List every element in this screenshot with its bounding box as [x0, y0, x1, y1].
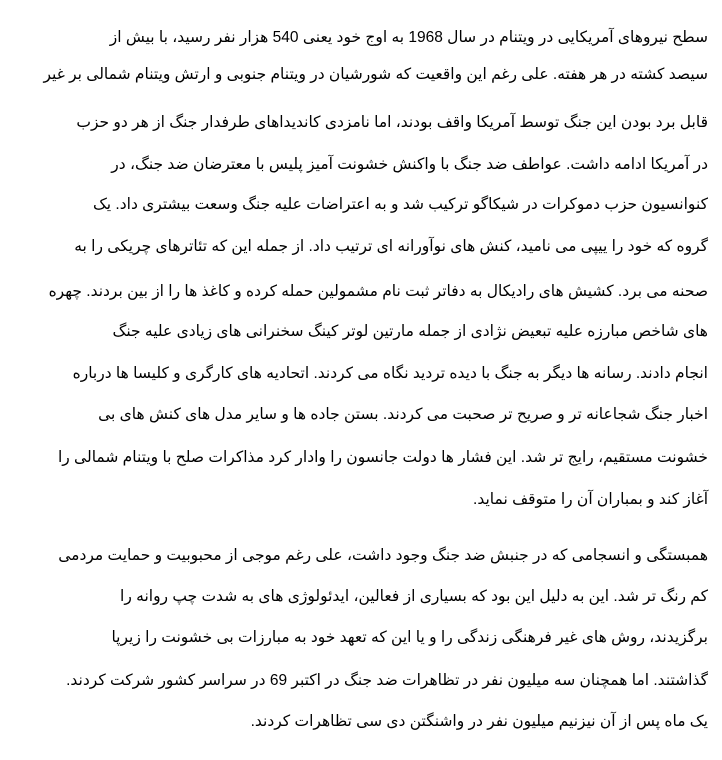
- paragraph-2-line-4: گذاشتند. اما همچنان سه میلیون نفر در تظاهرات ضد جنگ در اکتبر 69 در سراسر کشور شرکت کردند.: [66, 672, 708, 689]
- paragraph-1-line-10: اخبار جنگ شجاعانه تر و صریح تر صحبت می کردند. بستن جاده ها و سایر مدل های کنش های بی: [98, 406, 708, 423]
- paragraph-1-line-1: سطح نیروهای آمریکایی در ویتنام در سال 1968 به اوج خود یعنی 540 هزار نفر رسید، با بیش از: [109, 29, 708, 46]
- paragraph-1-line-4: در آمریکا ادامه داشت. عواطف ضد جنگ با واکنش خشونت آمیز پلیس با معترضان ضد جنگ، در: [111, 156, 708, 173]
- paragraph-1-line-12: آغاز کند و بمباران آن را متوقف نماید.: [473, 491, 708, 508]
- paragraph-2-line-2: کم رنگ تر شد. این به دلیل این بود که بسیاری از فعالین، ایدئولوژی های به شدت چپ روانه را: [120, 588, 708, 605]
- paragraph-1-line-3: قابل برد بودن این جنگ توسط آمریکا واقف بودند، اما نامزدی کاندیداهای طرفدار جنگ از هر دو حزب: [76, 114, 708, 131]
- paragraph-1-line-8: های شاخص مبارزه علیه تبعیض نژادی از جمله مارتین لوتر کینگ سخنرانی های زیادی علیه جنگ: [112, 323, 708, 340]
- paragraph-1-line-2: سیصد کشته در هر هفته. علی رغم این واقعیت که شورشیان در ویتنام جنوبی و ارتش ویتنام شمالی بر غیر: [43, 66, 708, 83]
- paragraph-1-line-5: کنوانسیون حزب دموکرات در شیکاگو ترکیب شد و به اعتراضات علیه جنگ وسعت بیشتری داد. یک: [92, 196, 708, 213]
- paragraph-1-line-11: خشونت مستقیم، رایج تر شد. این فشار ها دولت جانسون را وادار کرد مذاکرات صلح با ویتنام شمالی را: [57, 449, 708, 466]
- paragraph-2-line-5: یک ماه پس از آن نیزنیم میلیون نفر در واشنگتن دی سی تظاهرات کردند.: [250, 713, 708, 730]
- paragraph-1-line-7: صحنه می برد. کشیش های رادیکال به دفاتر ثبت نام مشمولین حمله کرده و کاغذ ها را از بین بردند. چهره: [48, 283, 708, 300]
- paragraph-1-line-6: گروه که خود را ییپی می نامید، کنش های نوآورانه ای ترتیب داد. از جمله این که تئاترهای چریکی را به: [74, 238, 708, 255]
- paragraph-2-line-1: همبستگی و انسجامی که در جنبش ضد جنگ وجود داشت، علی رغم موجی از محبوبیت و حمایت مردمی: [58, 547, 708, 564]
- paragraph-2-line-3: برگزیدند، روش های غیر فرهنگی زندگی را و یا این که تعهد خود به مبارزات بی خشونت را زیرپا: [111, 629, 708, 646]
- paragraph-1-line-9: انجام دادند. رسانه ها دیگر به جنگ با دیده تردید نگاه می کردند. اتحادیه های کارگری و کلیسا ها درباره: [72, 365, 708, 382]
